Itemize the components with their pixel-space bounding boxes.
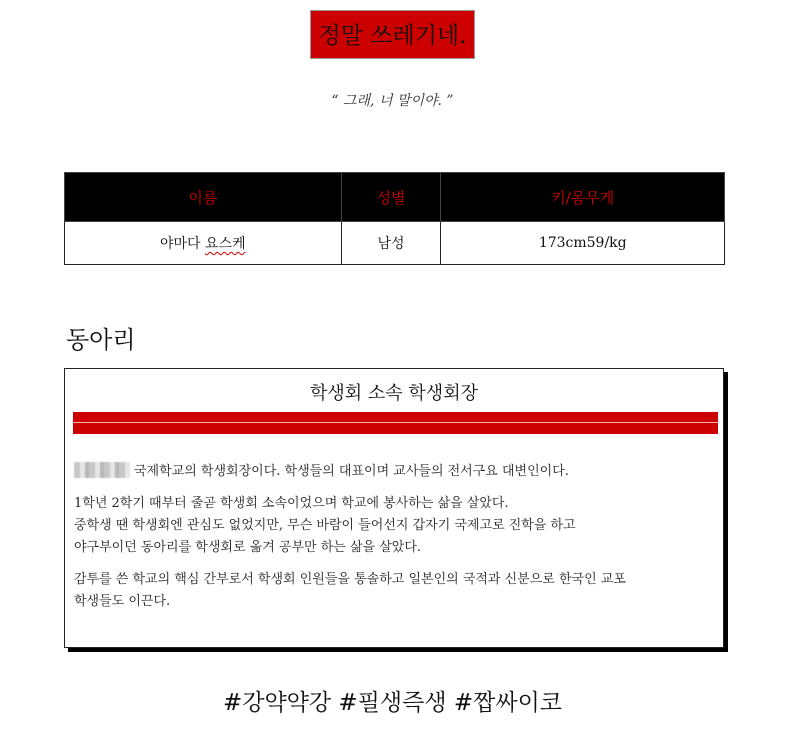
cell-height-weight: 173cm59/kg (441, 222, 725, 265)
paragraph-2-line: 1학년 2학기 때부터 줄곧 학생회 소속이었으며 학교에 봉사하는 삶을 살았다. (74, 496, 509, 511)
paragraph-3 (74, 569, 714, 613)
cell-gender: 남성 (341, 222, 441, 265)
profile-header-row (65, 173, 725, 222)
name-given: 야마다 (160, 236, 206, 252)
name-family: 요스케 (205, 236, 246, 252)
card-body (74, 461, 714, 623)
paragraph-2 (74, 493, 714, 559)
paragraph-3-line: 학생들도 이끈다. (74, 594, 171, 609)
profile-table (64, 172, 725, 265)
card-title: 학생회 소속 학생회장 (310, 383, 478, 404)
paragraph-2-line: 야구부이던 동아리를 학생회로 옮겨 공부만 하는 삶을 살았다. (74, 540, 422, 555)
section-heading: 동아리 (66, 326, 136, 354)
paragraph-2-line: 중학생 땐 학생회엔 관심도 없었지만, 무슨 바람이 들어선지 갑자기 국제고로 진학을 하고 (74, 518, 576, 533)
header-gender: 성별 (341, 173, 441, 222)
quote: “ 그래, 너 말이야. ” (331, 93, 454, 109)
hashtags: #강약약강 #필생즉생 #짭싸이코 (222, 690, 563, 716)
title-wrap (0, 10, 785, 59)
page-title: 정말 쓰레기네. (310, 10, 476, 59)
paragraph-3-line: 감투를 쓴 학교의 핵심 간부로서 학생회 인원들을 통솔하고 일본인의 국적과 신분으로 한국인 교포 (74, 572, 626, 587)
paragraph-1-text: 국제학교의 학생회장이다. 학생들의 대표이며 교사들의 전서구요 대변인이다. (134, 464, 569, 479)
redacted-text (74, 462, 130, 478)
card-divider-bar (73, 412, 718, 434)
club-card (64, 368, 724, 648)
header-height-weight: 키/몸무게 (441, 173, 725, 222)
cell-name (65, 222, 342, 265)
header-name: 이름 (65, 173, 342, 222)
paragraph-1 (74, 461, 714, 483)
profile-row (65, 222, 725, 265)
